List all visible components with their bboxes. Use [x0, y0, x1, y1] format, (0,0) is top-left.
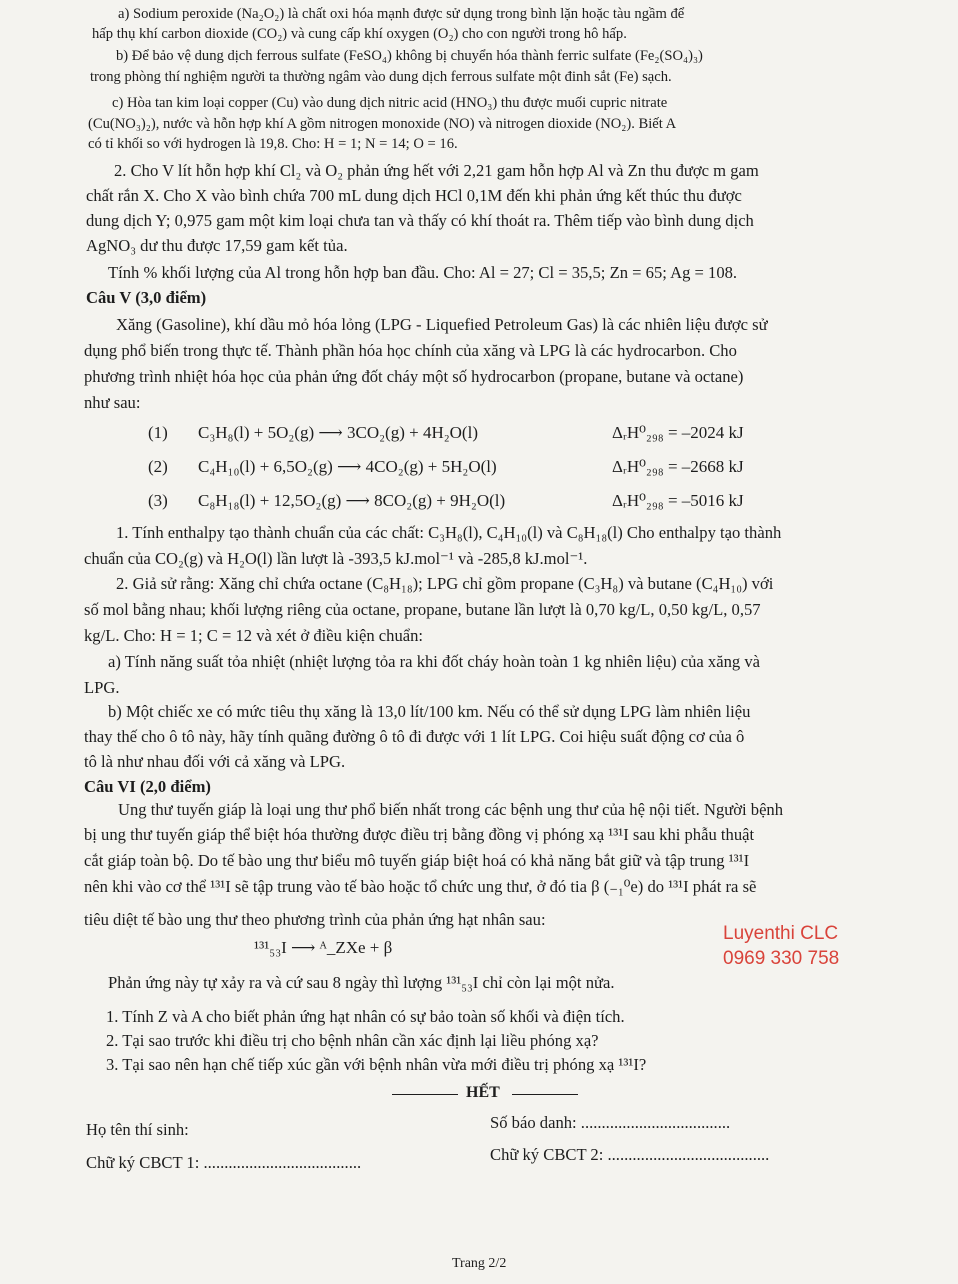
- section-heading: Câu V (3,0 điểm): [86, 288, 207, 307]
- text-line: (Cu(NO₃)₂), nước và hỗn hợp khí A gồm nitrogen monoxide (NO) và nitrogen dioxide (NO₂). Biết A: [88, 116, 677, 132]
- text-line: a) Sodium peroxide (Na₂O₂) là chất oxi hóa mạnh được sử dụng trong bình lặn hoặc tàu ngầm để: [118, 6, 685, 22]
- equation-enthalpy: ΔᵣH⁰₂₉₈ = –2024 kJ: [612, 423, 744, 442]
- nuclear-equation: ¹³¹₅₃I ⟶ ᴬ_ZXe + β: [254, 938, 393, 957]
- text-line: 2. Giả sử rằng: Xăng chỉ chứa octane (C₈H₁₈); LPG chỉ gồm propane (C₃H₈) và butane (C₄H₁₀) với: [116, 574, 774, 593]
- text-line: LPG.: [84, 678, 120, 697]
- text-line: tô là như nhau đối với cả xăng và LPG.: [84, 752, 346, 771]
- divider: [512, 1094, 578, 1095]
- equation-enthalpy: ΔᵣH⁰₂₉₈ = –5016 kJ: [612, 491, 744, 510]
- watermark-line1: Luyenthi CLC: [723, 923, 839, 944]
- watermark-line2: 0969 330 758: [723, 948, 840, 969]
- text-line: a) Tính năng suất tỏa nhiệt (nhiệt lượng tỏa ra khi đốt cháy hoàn toàn 1 kg nhiên liệu) của xăng và: [108, 652, 760, 671]
- text-line: 1. Tính enthalpy tạo thành chuẩn của các chất: C₃H₈(l), C₄H₁₀(l) và C₈H₁₈(l) Cho enthalpy tạo thành: [116, 523, 782, 542]
- section-heading: Câu VI (2,0 điểm): [84, 777, 211, 796]
- candidate-name-label: Họ tên thí sinh:: [86, 1120, 189, 1139]
- text-line: Phản ứng này tự xảy ra và cứ sau 8 ngày thì lượng ¹³¹₅₃I chỉ còn lại một nửa.: [108, 973, 615, 992]
- equation-body: C₃H₈(l) + 5O₂(g) ⟶ 3CO₂(g) + 4H₂O(l): [198, 423, 478, 442]
- text-line: trong phòng thí nghiệm người ta thường ngâm vào dung dịch ferrous sulfate một đinh sắt (Fe) sạch.: [90, 69, 672, 85]
- text-line: b) Một chiếc xe có mức tiêu thụ xăng là 13,0 lít/100 km. Nếu có thể sử dụng LPG làm nhiên liệu: [108, 702, 751, 721]
- proctor2-signature-label: Chữ ký CBCT 2: .......................................: [490, 1145, 770, 1164]
- candidate-number-label: Số báo danh: ....................................: [490, 1113, 731, 1132]
- divider: [392, 1094, 458, 1095]
- equation-number: (2): [148, 457, 168, 476]
- question-item: 3. Tại sao nên hạn chế tiếp xúc gần với bệnh nhân vừa mới điều trị phóng xạ ¹³¹I?: [106, 1055, 647, 1074]
- text-line: nên khi vào cơ thể ¹³¹I sẽ tập trung vào tế bào hoặc tổ chức ung thư, ở đó tia β (₋₁⁰e) do ¹³¹I phát ra sẽ: [84, 877, 757, 896]
- text-line: AgNO₃ dư thu được 17,59 gam kết tủa.: [86, 236, 348, 255]
- text-line: chất rắn X. Cho X vào bình chứa 700 mL dung dịch HCl 0,1M đến khi phản ứng kết thúc thu được: [86, 186, 742, 205]
- question-item: 1. Tính Z và A cho biết phản ứng hạt nhân có sự bảo toàn số khối và điện tích.: [106, 1007, 625, 1026]
- equation-number: (1): [148, 423, 168, 442]
- text-line: bị ung thư tuyến giáp thể biệt hóa thường được điều trị bằng đồng vị phóng xạ ¹³¹I sau khi phẫu thuật: [84, 825, 755, 844]
- text-line: dụng phổ biến trong thực tế. Thành phần hóa học chính của xăng và LPG là các hydrocarbon. Cho: [84, 341, 737, 360]
- equation-number: (3): [148, 491, 168, 510]
- text-line: thay thế cho ô tô này, hãy tính quãng đường ô tô đi được với 1 lít LPG. Coi hiệu suất động cơ của ô: [84, 727, 745, 746]
- text-line: tiêu diệt tế bào ung thư theo phương trình của phản ứng hạt nhân sau:: [84, 910, 546, 929]
- text-line: chuẩn của CO₂(g) và H₂O(l) lần lượt là -393,5 kJ.mol⁻¹ và -285,8 kJ.mol⁻¹.: [84, 549, 588, 568]
- text-line: Xăng (Gasoline), khí dầu mỏ hóa lỏng (LPG - Liquefied Petroleum Gas) là các nhiên liệu được sử: [116, 315, 768, 334]
- text-line: Tính % khối lượng của Al trong hỗn hợp ban đầu. Cho: Al = 27; Cl = 35,5; Zn = 65; Ag = 108.: [108, 263, 738, 282]
- text-line: cắt giáp toàn bộ. Do tế bào ung thư biểu mô tuyến giáp biệt hoá có khả năng bắt giữ và tập trung ¹³¹I: [84, 851, 750, 870]
- equation-body: C₈H₁₈(l) + 12,5O₂(g) ⟶ 8CO₂(g) + 9H₂O(l): [198, 491, 506, 510]
- text-line: dung dịch Y; 0,975 gam một kim loại chưa tan và thấy có khí thoát ra. Thêm tiếp vào bình dung dịch: [86, 211, 754, 230]
- text-line: b) Để bảo vệ dung dịch ferrous sulfate (FeSO₄) không bị chuyển hóa thành ferric sulfate (Fe₂(SO₄)₃): [116, 48, 703, 64]
- proctor1-signature-label: Chữ ký CBCT 1: ......................................: [86, 1153, 362, 1172]
- text-line: Ung thư tuyến giáp là loại ung thư phổ biến nhất trong các bệnh ung thư của hệ nội tiết. Người bệnh: [118, 800, 784, 819]
- end-marker: HẾT: [466, 1084, 500, 1101]
- text-line: hấp thụ khí carbon dioxide (CO₂) và cung cấp khí oxygen (O₂) cho con người trong hô hấp.: [92, 26, 627, 42]
- text-line: như sau:: [84, 393, 141, 412]
- equation-enthalpy: ΔᵣH⁰₂₉₈ = –2668 kJ: [612, 457, 744, 476]
- question-item: 2. Tại sao trước khi điều trị cho bệnh nhân cần xác định lại liều phóng xạ?: [106, 1031, 599, 1050]
- text-line: kg/L. Cho: H = 1; C = 12 và xét ở điều kiện chuẩn:: [84, 626, 424, 645]
- text-line: phương trình nhiệt hóa học của phản ứng đốt cháy một số hydrocarbon (propane, butane và octane): [84, 367, 744, 386]
- text-line: số mol bằng nhau; khối lượng riêng của octane, propane, butane lần lượt là 0,70 kg/L, 0,50 kg/L, 0,57: [84, 600, 761, 619]
- page-number: Trang 2/2: [452, 1256, 507, 1271]
- text-line: c) Hòa tan kim loại copper (Cu) vào dung dịch nitric acid (HNO₃) thu được muối cupric nitrate: [112, 95, 668, 111]
- text-line: có tỉ khối so với hydrogen là 19,8. Cho: H = 1; N = 14; O = 16.: [88, 136, 458, 152]
- equation-body: C₄H₁₀(l) + 6,5O₂(g) ⟶ 4CO₂(g) + 5H₂O(l): [198, 457, 497, 476]
- text-line: 2. Cho V lít hỗn hợp khí Cl₂ và O₂ phản ứng hết với 2,21 gam hỗn hợp Al và Zn thu được m gam: [114, 161, 759, 180]
